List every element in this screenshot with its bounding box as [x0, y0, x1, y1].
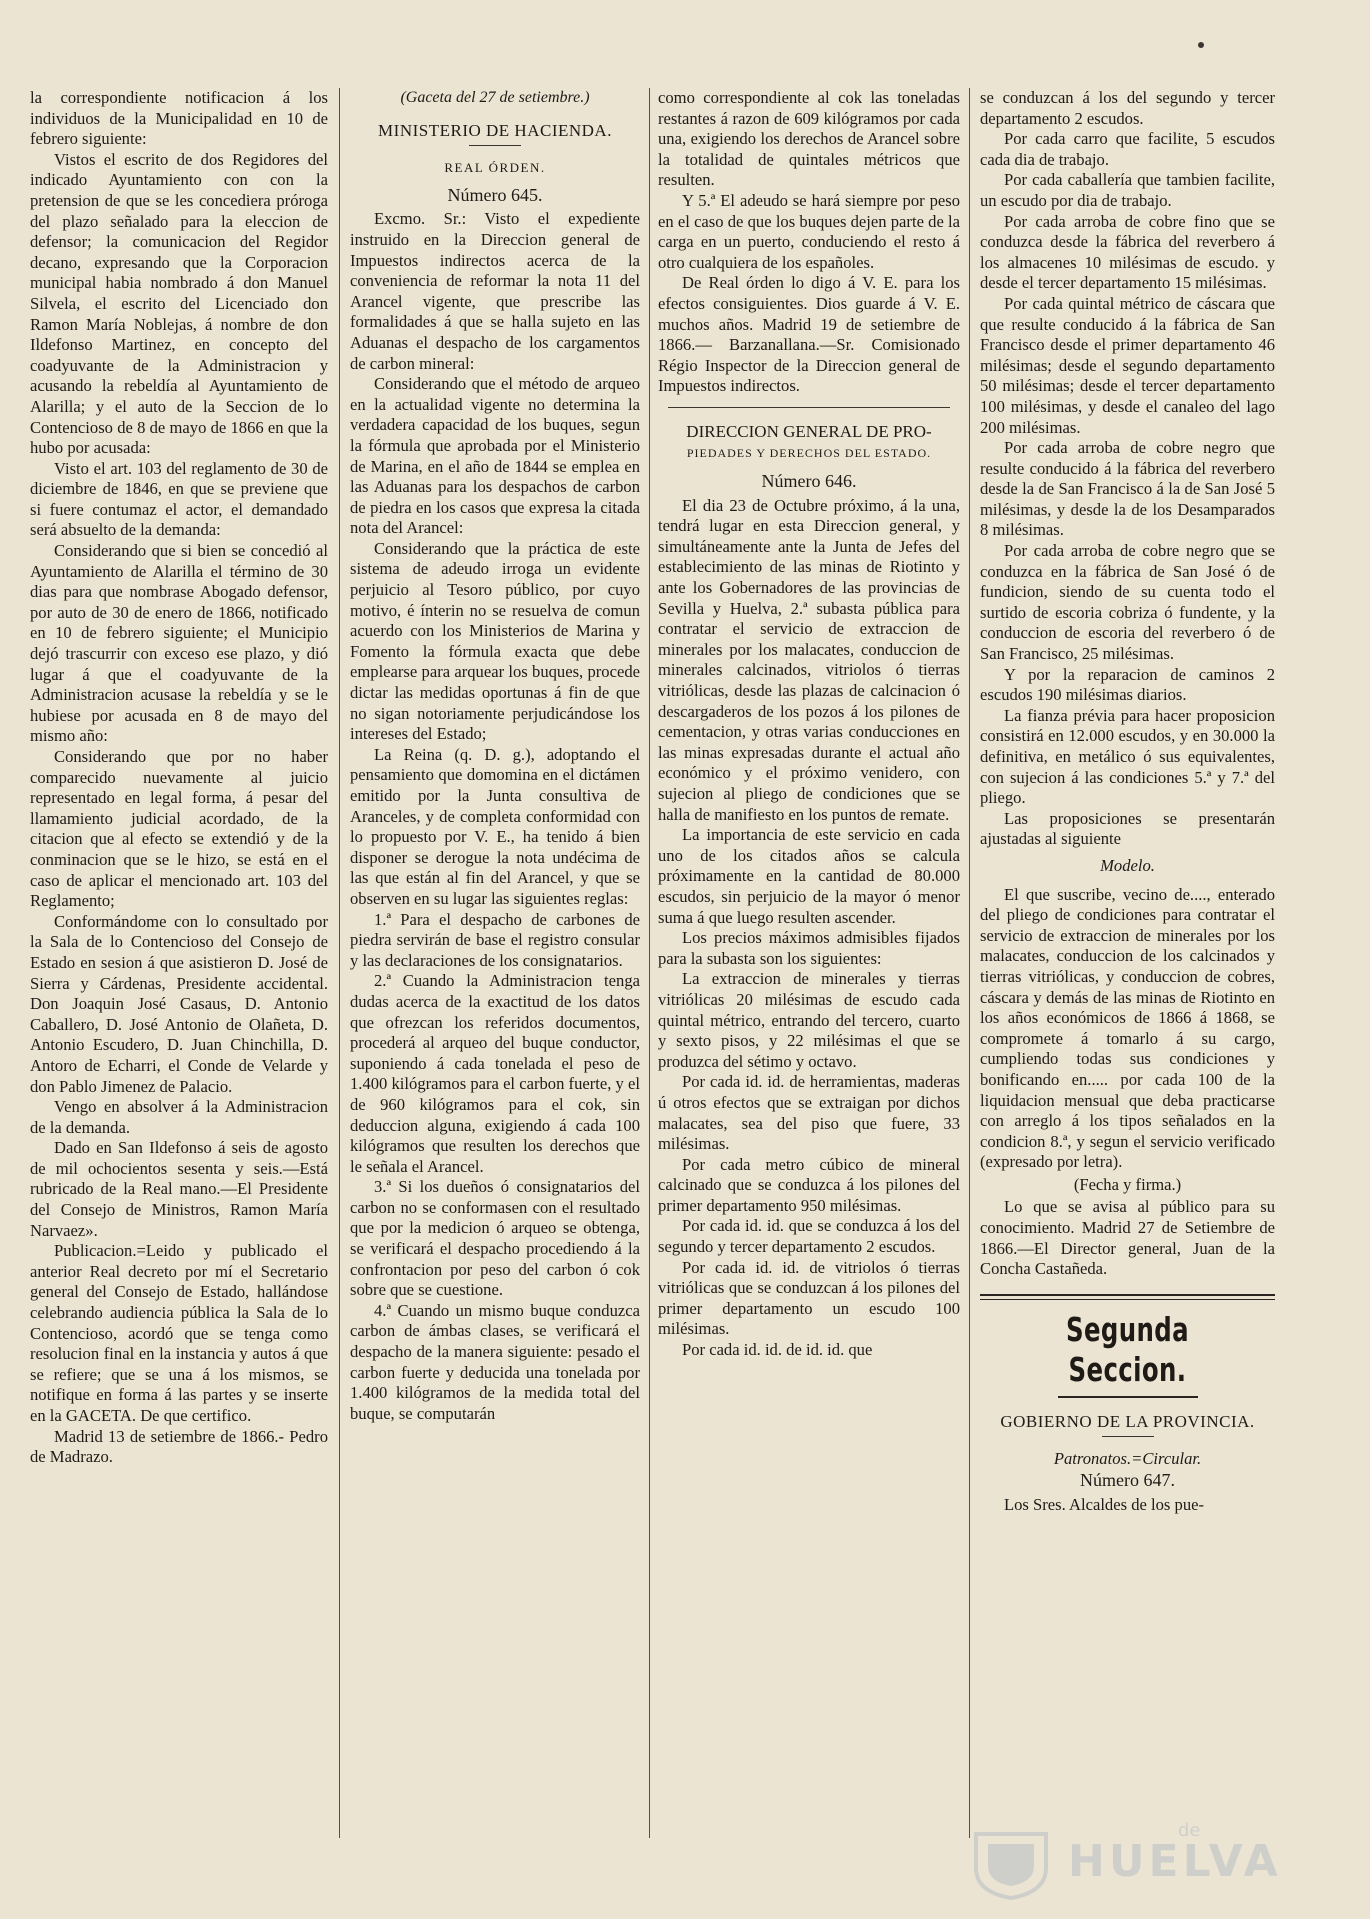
modelo-heading: Modelo.	[1100, 855, 1155, 875]
paragraph: Excmo. Sr.: Visto el expediente instruido en la Direccion general de Impuestos indirectos acerca de la conveniencia de reformar la nota 11 del Arancel vigente, que prescribe las formalidades á que se halla sujeto en las Aduanas el despacho de los cargamentos de carbon mineral:	[350, 209, 640, 373]
paragraph: Por cada id. id. de id. id. que	[682, 1340, 873, 1360]
paragraph: 1.ª Para el despacho de carbones de piedra servirán de base el registro consular y las declaraciones de los consignatarios.	[350, 909, 640, 970]
paragraph: Los precios máximos admisibles fijados para la subasta son los siguientes:	[658, 928, 960, 968]
gobierno-heading: GOBIERNO DE LA PROVINCIA.	[1000, 1411, 1255, 1431]
paragraph: Considerando que la práctica de este sistema de adeudo irroga un evidente perjuicio al Tesoro público, por cuyo motivo, é ínterin no se resuelva de comun acuerdo con los Ministerios de Marina y Fomento la fórmula exacta que debe emplearse para arquear los buques, procede dictar las medidas oportunas á fin de que no sigan notoriamente perjudicándose los intereses del Estado;	[350, 538, 640, 744]
paragraph: Y 5.ª El adeudo se hará siempre por peso en el caso de que los buques dejen parte de la carga en un puerto, conduciendo el resto á otro cualquiera de los españoles.	[658, 190, 960, 272]
paragraph: Por cada carro que facilite, 5 escudos cada dia de trabajo.	[980, 129, 1275, 169]
newspaper-page	[30, 88, 1275, 1898]
paragraph: Vistos el escrito de dos Regidores del indicado Ayuntamiento con con la pretension de que se les concediera próroga del plazo señalado para la eleccion de defensor; la comunicacion del Regidor decano, expresando que la Corporacion municipal habia nombrado á don Manuel Silvela, el escrito del Licenciado don Ramon María Noblejas, á nombre de don Ildefonso Martinez, en concepto del coadyuvante de la Administracion y acusando la rebeldía al Ayuntamiento de Alarilla; y el auto de la Seccion de lo Contencioso de 8 de mayo de 1866 en que la hubo por acusada:	[30, 149, 328, 458]
item-number: Número 646.	[761, 471, 857, 492]
paragraph: Por cada arroba de cobre negro que se conduzca en la fábrica de San José ó de fundicion, siendo de su cuenta todo el surtido de escoria cobriza ó fundente, y la conduccion de escoria del reverbero ó de San Francisco, 25 milésimas.	[980, 541, 1275, 664]
paragraph: Considerando que si bien se concedió al Ayuntamiento de Alarilla el término de 30 dias para que nombrase Abogado defensor, por auto de 30 de enero de 1866, notificado en 10 de febrero siguiente; el Municipio dejó trascurrir con exceso ese plazo, y dió lugar á que el coadyuvante de la Administracion acusase la rebeldía y se le hubiese por acusada en 8 de mayo del mismo año:	[30, 541, 328, 746]
paragraph: 2.ª Cuando la Administracion tenga dudas acerca de la exactitud de los datos que ofrezcan los referidos documentos, procederá al arqueo del buque conductor, suponiendo á cada tonelada el peso de 1.400 kilógramos para el carbon fuerte, y el de 960 kilógramos para el cok, sin deduccion alguna, exigiendo á cada 100 kilógramos que resulten los derechos que le señala el Arancel.	[350, 971, 640, 1176]
watermark-small-text: de	[1178, 1820, 1201, 1841]
paragraph: Y por la reparacion de caminos 2 escudos 190 milésimas diarios.	[980, 664, 1275, 705]
paragraph: De Real órden lo digo á V. E. para los efectos consiguientes. Dios guarde á V. E. muchos años. Madrid 19 de setiembre de 1866.— Barzanallana.—Sr. Comisionado Régio Inspector de la Direccion general de Impuestos indirectos.	[658, 273, 960, 396]
paragraph: La importancia de este servicio en cada uno de los citados años se calcula próximamente en la cantidad de 80.000 escudos, sin perjuicio de la mayor ó menor suma á que luego resulten ascender.	[658, 825, 960, 927]
paragraph: Los Sres. Alcaldes de los pue-	[1004, 1494, 1205, 1514]
gaceta-reference: (Gaceta del 27 de setiembre.)	[400, 89, 590, 106]
paragraph: Por cada quintal métrico de cáscara que que resulte conducido á la fábrica de San Francisco desde el primer departamento 46 milésimas; desde el segundo departamento 50 milésimas; desde el tercer departamento 100 milésimas, y desde el canaleo del lago 200 milésimas.	[980, 293, 1275, 437]
column-3	[658, 88, 960, 1898]
column-divider	[969, 88, 970, 1838]
paragraph: La Reina (q. D. g.), adoptando el pensamiento que domomina en el dictámen emitido por la Junta consultiva de Aranceles, y de completa conformidad con lo propuesto por V. E., ha tenido á bien disponer se derogue la nota undécima de las que están al fin del Arancel, y que se observen en su lugar las siguientes reglas:	[350, 744, 640, 908]
paragraph: 4.ª Cuando un mismo buque conduzca carbon de ámbas clases, se verificará el despacho de la manera siguiente: pesado el carbon fuerte y deducida una tonelada por 1.400 kilógramos de la medida total del buque, se computarán	[350, 1300, 640, 1423]
column-2	[350, 88, 640, 1898]
paragraph: Lo que se avisa al público para su conocimiento. Madrid 27 de Setiembre de 1866.—El Director general, Juan de la Concha Castañeda.	[980, 1197, 1275, 1279]
paragraph: Por cada id. id. que se conduzca á los del segundo y tercer departamento 2 escudos.	[658, 1216, 960, 1257]
paragraph: como correspondiente al cok las toneladas restantes á razon de 609 kilógramos por cada una, exigiendo los derechos de Arancel sobre la totalidad de quintales métricos que resulten.	[658, 88, 960, 190]
paragraph: Considerando que por no haber comparecido nuevamente al juicio representado en legal forma, á pesar del llamamiento judicial acordado, de la citacion que al efecto se extendió y de la conminacion que se le hizo, se está en el caso de aplicar el mencionado art. 103 del Reglamento;	[30, 747, 328, 911]
paragraph: Considerando que el método de arqueo en la actualidad vigente no determina la verdadera capacidad de los buques, segun la fórmula que aprobada por el Ministerio de Marina, en el año de 1844 se emplea en las Aduanas para los despachos de carbon de piedra en los casos que expresa la citada nota del Arancel:	[350, 374, 640, 538]
segunda-seccion-heading: Segunda Seccion.	[1066, 1309, 1189, 1389]
paragraph: Conformándome con lo consultado por la Sala de lo Contencioso del Consejo de Estado en sesion á que asistieron D. José de Sierra y Cárdenas, Presidente accidental. Don Joaquin José Casaus, D. Antonio Caballero, D. José Antonio de Olañeta, D. Antonio Escudero, D. Juan Chinchilla, D. Antoro de Echarri, el Conde de Velarde y don Pablo Jimenez de Palacio.	[30, 911, 328, 1096]
real-orden-heading: REAL ÓRDEN.	[444, 160, 546, 176]
watermark-text: HUELVA	[1068, 1836, 1282, 1887]
paragraph: Publicacion.=Leido y publicado el anterior Real decreto por mí el Secretario general del Consejo de Estado, hallándose celebrando audiencia pública la Sala de lo Contencioso, acordó que se tenga como resolucion final en la instancia y autos á que se refiere; que se una á los mismos, se notifique en forma á las partes y se inserte en la GACETA. De que certifico.	[30, 1241, 328, 1425]
fecha-firma: (Fecha y firma.)	[1073, 1174, 1182, 1194]
paragraph: Por cada id. id. de herramientas, maderas ú otros efectos que se extraigan por dichos malacates, sea del piso que fuere, 33 milésimas.	[658, 1072, 960, 1154]
coat-of-arms-icon	[968, 1828, 1054, 1900]
section-double-rule	[980, 1294, 1275, 1300]
paragraph: 3.ª Si los dueños ó consignatarios del carbon no se conformasen con el resultado que por la medicion ó arqueo se obtenga, se verificará el despacho procediendo á la confrontacion por peso del carbon ó cok sobre que se cuestione.	[350, 1177, 640, 1300]
paragraph: Vengo en absolver á la Administracion de la demanda.	[30, 1097, 328, 1137]
paragraph: Por cada metro cúbico de mineral calcinado que se conduzca á los pilones del primer departamento 950 milésimas.	[658, 1154, 960, 1215]
paragraph: La extraccion de minerales y tierras vitriólicas 20 milésimas de escudo cada quintal métrico, entrando del tercero, cuarto y sexto pisos, y 22 milésimas el que se produzca del sétimo y octavo.	[658, 969, 960, 1071]
heading-rule	[1058, 1396, 1198, 1398]
column-divider	[339, 88, 340, 1838]
column-1	[30, 88, 328, 1898]
paragraph: Por cada arroba de cobre negro que resulte conducido á la fábrica del reverbero desde la de San Francisco á la de San José 5 milésimas, y desde la de los Desamparados 8 milésimas.	[980, 438, 1275, 540]
heading-rule	[469, 145, 521, 146]
direccion-subheading: PIEDADES Y DERECHOS DEL ESTADO.	[686, 445, 932, 460]
section-rule	[668, 407, 950, 408]
patronatos-subheading: Patronatos.=Circular.	[1053, 1449, 1202, 1469]
ink-speck	[1198, 42, 1204, 48]
paragraph: El dia 23 de Octubre próximo, á la una, tendrá lugar en esta Direccion general, y simultáneamente ante la Junta de Jefes del establecimiento de las minas de Riotinto y ante los Gobernadores de las provincias de Sevilla y Huelva, 2.ª subasta pública para contratar el servicio de extraccion de minerales por los malacates, conduccion de minerales calcinados, vitriolos ó tierras vitriólicas, desde las plazas de calcinacion ó descargaderos de los pozos á los pilones de cementacion, y otras varias conducciones en las minas expresadas durante el actual año económico y el próximo venidero, con sujecion al pliego de condiciones que se halla de manifiesto en los puntos de remate.	[658, 495, 960, 824]
paragraph: El que suscribe, vecino de...., enterado del pliego de condiciones para contratar el servicio de extraccion de minerales por los malacates, conduccion de los calcinados y tierras vitriólicas, y conduccion de cobres, cáscara y demás de las minas de Riotinto en los años económicos de 1866 á 1868, se compromete á tomarlo á su cargo, cumpliendo todas sus condiciones y bonificando en..... por cada 100 de la liquidacion mensual que deba practicarse con arreglo á los tipos señalados en la condicion 8.ª, y segun el servicio verificado (expresado por letra).	[980, 884, 1275, 1172]
paragraph: La fianza prévia para hacer proposicion consistirá en 12.000 escudos, y en 30.000 la definitiva, en metálico ó sus equivalentes, con sujecion á las condiciones 5.ª y 7.ª del pliego.	[980, 705, 1275, 808]
paragraph: Por cada arroba de cobre fino que se conduzca desde la fábrica del reverbero á los almacenes 10 milésimas de escudo. y desde el tercer departamento 15 milésimas.	[980, 211, 1275, 293]
paragraph: la correspondiente notificacion á los individuos de la Municipalidad en 10 de febrero siguiente:	[30, 88, 328, 149]
column-divider	[649, 88, 650, 1838]
paragraph: Por cada caballería que tambien facilite, un escudo por dia de trabajo.	[980, 170, 1275, 210]
signature-date: Madrid 13 de setiembre de 1866.- Pedro de Madrazo.	[30, 1426, 328, 1467]
paragraph: Dado en San Ildefonso á seis de agosto de mil ochocientos sesenta y seis.—Está rubricado de la Real mano.—El Presidente del Consejo de Ministros, Ramon María Narvaez».	[30, 1138, 328, 1240]
direccion-heading: DIRECCION GENERAL DE PRO-	[686, 421, 932, 441]
paragraph: Visto el art. 103 del reglamento de 30 de diciembre de 1846, en que se previene que si fuere contumaz el actor, el demandado será absuelto de la demanda:	[30, 458, 328, 540]
column-4	[980, 88, 1275, 1898]
paragraph: Por cada id. id. de vitriolos ó tierras vitriólicas que se conduzcan á los pilones del primer departamento un escudo 100 milésimas.	[658, 1257, 960, 1339]
item-number: Número 647.	[1080, 1470, 1175, 1491]
archive-watermark	[968, 1818, 1282, 1908]
paragraph: Las proposiciones se presentarán ajustadas al siguiente	[980, 808, 1275, 849]
paragraph: se conduzcan á los del segundo y tercer departamento 2 escudos.	[980, 88, 1275, 128]
item-number: Número 645.	[447, 184, 543, 205]
ministry-heading: MINISTERIO DE HACIENDA.	[378, 120, 612, 140]
heading-rule	[1102, 1436, 1154, 1437]
